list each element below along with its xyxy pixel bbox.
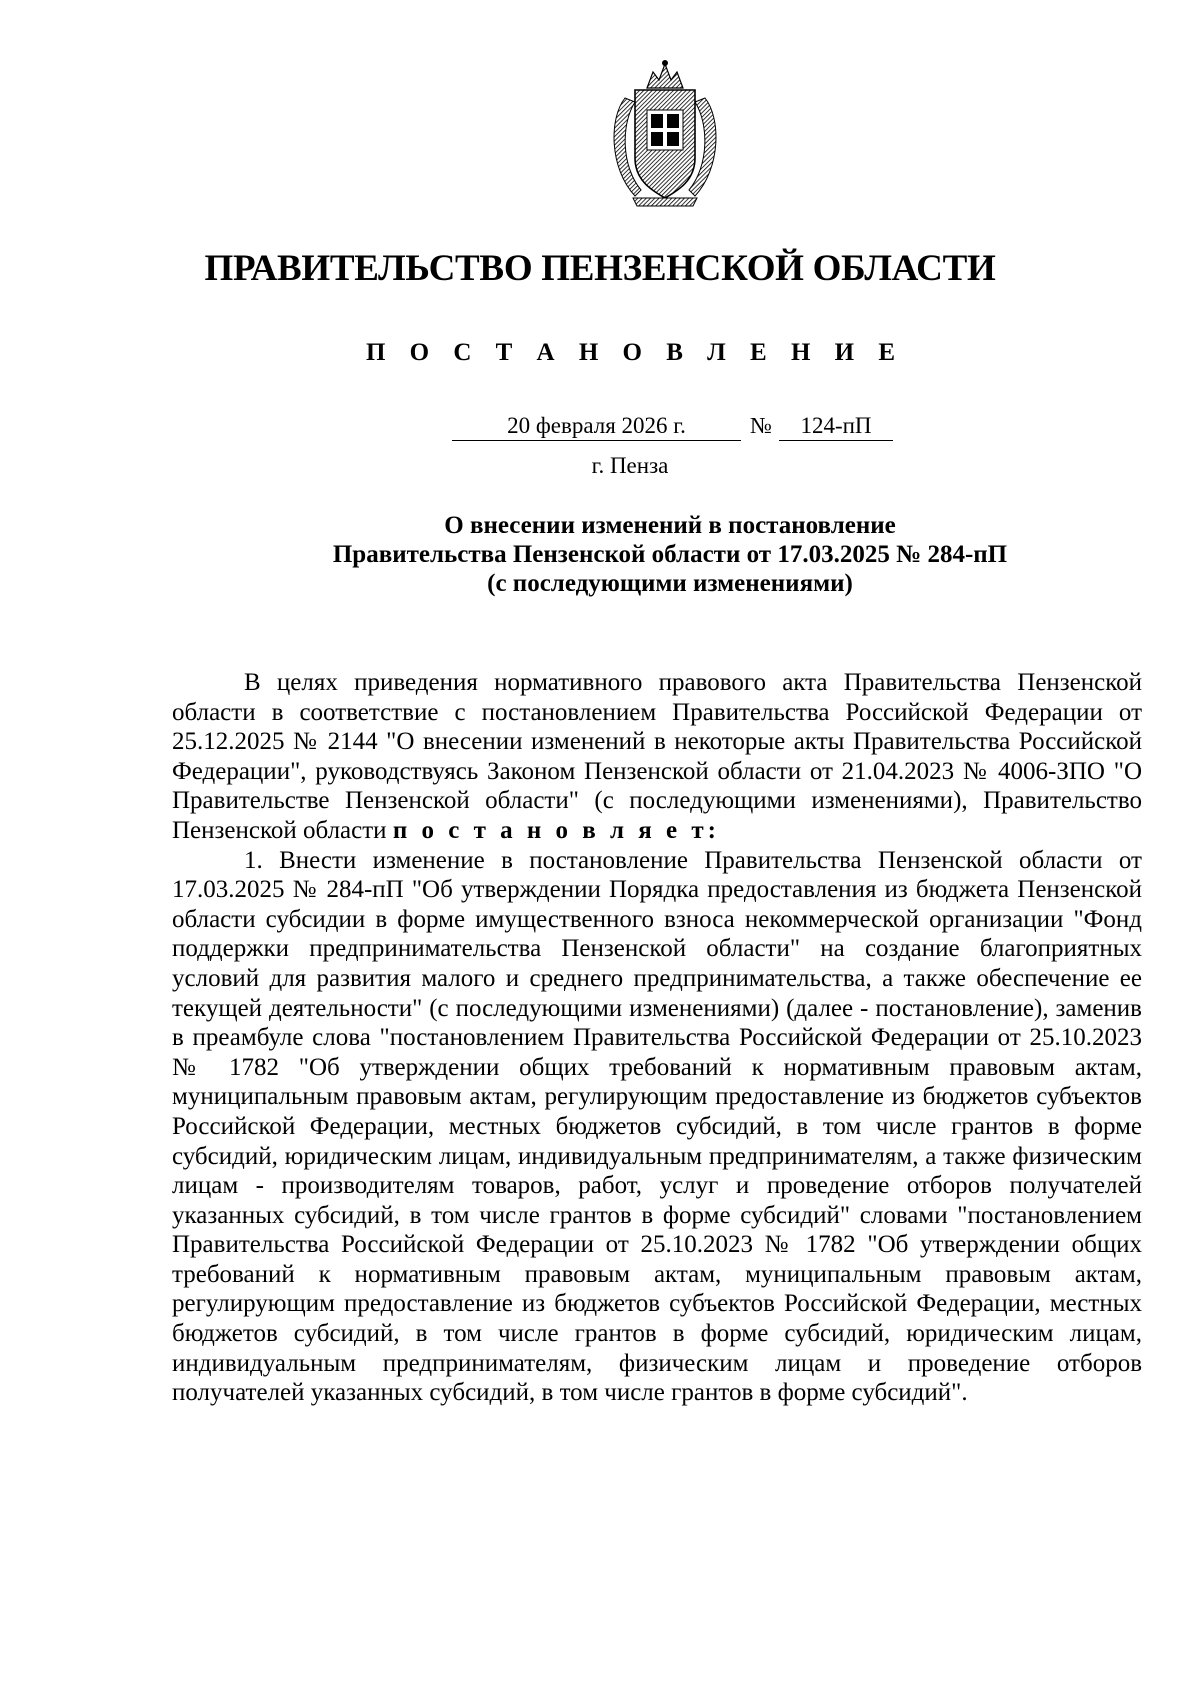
document-body — [172, 668, 1142, 1408]
subject-line: (с последующими изменениями) — [487, 570, 853, 597]
preamble-text: В целях приведения нормативного правового акта Правительства Пензенской области в соответствие с постановлением Правительства Российской Федерации от 25.12.2025 № 2144 "О внесении изменений в некоторые акты Правительства Российской Федерации", руководствуясь Законом Пензенской области от 21.04.2023 № 4006-ЗПО "О Правительстве Пензенской области" (с последующими изменениями), Правительство Пензенской области — [172, 669, 1142, 844]
document-number: 124-пП — [779, 412, 893, 441]
coat-of-arms-icon — [595, 58, 735, 208]
subject-line: Правительства Пензенской области от 17.03.2025 № 284-пП — [332, 541, 1008, 568]
city: г. Пенза — [591, 453, 669, 478]
subject-line: О внесении изменений в постановление — [444, 512, 896, 539]
organization-title: ПРАВИТЕЛЬСТВО ПЕНЗЕНСКОЙ ОБЛАСТИ — [204, 248, 996, 289]
item-1-paragraph: 1. Внести изменение в постановление Правительства Пензенской области от 17.03.2025 № 284-пП "Об утверждении Порядка предоставления из бюджета Пензенской области субсидии в форме имущественного взноса некоммерческой организации "Фонд поддержки предпринимательства Пензенской области" на создание благоприятных условий для развития малого и среднего предпринимательства, а также обеспечение ее текущей деятельности" (с последующими изменениями) (далее - постановление), заменив в преамбуле слова "постановлением Правительства Российской Федерации от 25.10.2023 № 1782 "Об утверждении общих требований к нормативным правовым актам, муниципальным правовым актам, регулирующим предоставление из бюджетов субъектов Российской Федерации, местных бюджетов субсидий, в том числе грантов в форме субсидий, юридическим лицам, индивидуальным предпринимателям, а также физическим лицам - производителям товаров, работ, услуг и проведение отборов получателей указанных субсидий, в том числе грантов в форме субсидий" словами "постановлением Правительства Российской Федерации от 25.10.2023 № 1782 "Об утверждении общих требований к нормативным правовым актам, муниципальным правовым актам, регулирующим предоставление из бюджетов субъектов Российской Федерации, местных бюджетов субсидий, в том числе грантов в форме субсидий, юридическим лицам, индивидуальным предпринимателям, физическим лицам и проведение отборов получателей указанных субсидий, в том числе грантов в форме субсидий". — [172, 846, 1142, 1407]
preamble-paragraph — [172, 668, 1142, 846]
document-type: П О С Т А Н О В Л Е Н И Е — [365, 339, 905, 366]
decree-word: п о с т а н о в л я е т: — [392, 816, 721, 844]
date-number-row — [0, 412, 1200, 444]
document-date: 20 февраля 2026 г. — [452, 412, 741, 441]
number-sign: № — [750, 413, 772, 438]
document-subject — [170, 511, 1170, 598]
